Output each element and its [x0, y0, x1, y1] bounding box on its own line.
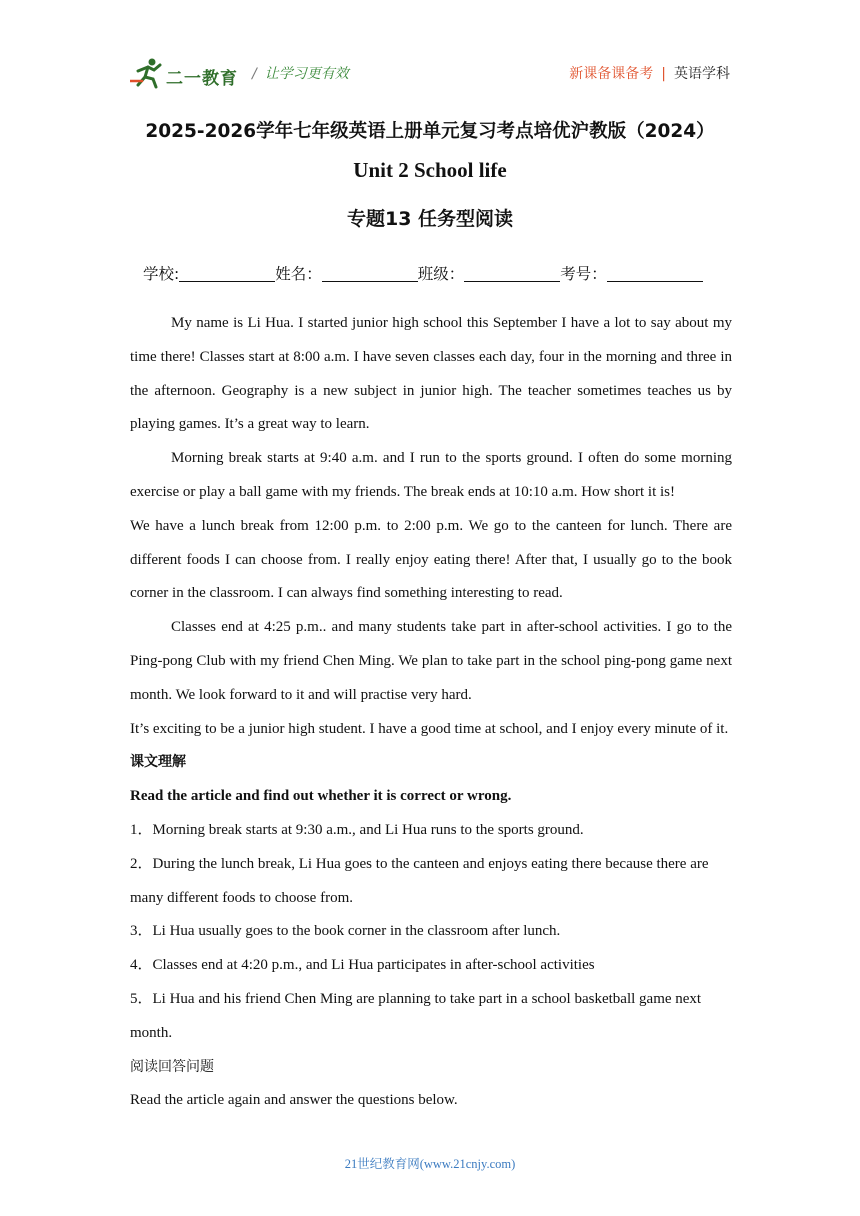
- slogan: [252, 63, 349, 83]
- number-label: 考号：: [560, 265, 607, 283]
- document-body: [130, 307, 732, 1118]
- passage-paragraph-5-text: It’s exciting to be a junior high student. I have a good time at school, and I enjoy every minute of it.: [130, 720, 729, 737]
- section2-instruction: Read the article again and answer the questions below.: [130, 1092, 458, 1109]
- header-separator: |: [661, 66, 666, 82]
- passage-paragraph-2: Morning break starts at 9:40 a.m. and I run to the sports ground. I often do some morning exercise or play a ball game with my friends. The break ends at 10:10 a.m. How short it is!: [130, 450, 732, 500]
- school-label: 学校:: [143, 265, 180, 283]
- logo-text: 二一教育: [166, 69, 238, 89]
- topic-title: 专题13 任务型阅读: [346, 208, 514, 230]
- subject-text: 英语学科: [674, 66, 730, 82]
- page-header: [130, 55, 730, 93]
- section-heading-comprehension: 课文理解: [130, 754, 186, 771]
- question-3: 3．Li Hua usually goes to the book corner in the classroom after lunch.: [130, 923, 561, 940]
- slash-divider: /: [252, 66, 257, 82]
- name-label: 姓名：: [275, 265, 322, 283]
- school-input[interactable]: [179, 263, 275, 282]
- document-title: 2025-2026学年七年级英语上册单元复习考点培优沪教版（2024）: [145, 121, 715, 142]
- passage-paragraph-5: [130, 713, 732, 781]
- runner-logo-icon: [130, 57, 166, 89]
- logo: [130, 57, 242, 89]
- slogan-text: 让学习更有效: [264, 66, 349, 82]
- class-label: 班级：: [417, 265, 465, 283]
- section1-instruction: Read the article and find out whether it is correct or wrong.: [130, 788, 512, 805]
- class-input[interactable]: [464, 263, 560, 282]
- brand-text: 新课备课备考: [569, 66, 654, 82]
- passage-paragraph-1: My name is Li Hua. I started junior high school this September I have a lot to say about my time there! Classes start at 8:00 a.m. I have seven classes each day, four in the morning and three in the afternoon. Geography is a new subject in junior high. The teacher sometimes teaches us by playing games. It’s a great way to learn.: [130, 315, 732, 433]
- header-right: [569, 63, 730, 83]
- section2-heading: 阅读回答问题: [130, 1058, 214, 1075]
- question-2: 2．During the lunch break, Li Hua goes to the canteen and enjoys eating there because there are many different foods to choose from.: [130, 855, 709, 906]
- passage-paragraph-4: Classes end at 4:25 p.m.. and many students take part in after-school activities. I go to the Ping-pong Club with my friend Chen Ming. We plan to take part in the school ping-pong game next month. We look forward to it and will practise very hard.: [130, 619, 732, 703]
- number-input[interactable]: [607, 263, 703, 282]
- name-input[interactable]: [322, 263, 418, 282]
- question-5: 5．Li Hua and his friend Chen Ming are planning to take part in a school basketball game next month.: [130, 990, 702, 1041]
- unit-title: Unit 2 School life: [353, 158, 507, 182]
- question-4: 4．Classes end at 4:20 p.m., and Li Hua participates in after-school activities: [130, 957, 595, 974]
- page-footer: 21世纪教育网(www.21cnjy.com): [344, 1157, 516, 1171]
- passage-paragraph-3: We have a lunch break from 12:00 p.m. to 2:00 p.m. We go to the canteen for lunch. There are different foods I can choose from. I really enjoy eating there! After that, I usually go to the book corner in the classroom. I can always find something interesting to read.: [130, 517, 732, 602]
- question-1: 1．Morning break starts at 9:30 a.m., and Li Hua runs to the sports ground.: [130, 821, 584, 838]
- student-info-fields: [143, 262, 703, 284]
